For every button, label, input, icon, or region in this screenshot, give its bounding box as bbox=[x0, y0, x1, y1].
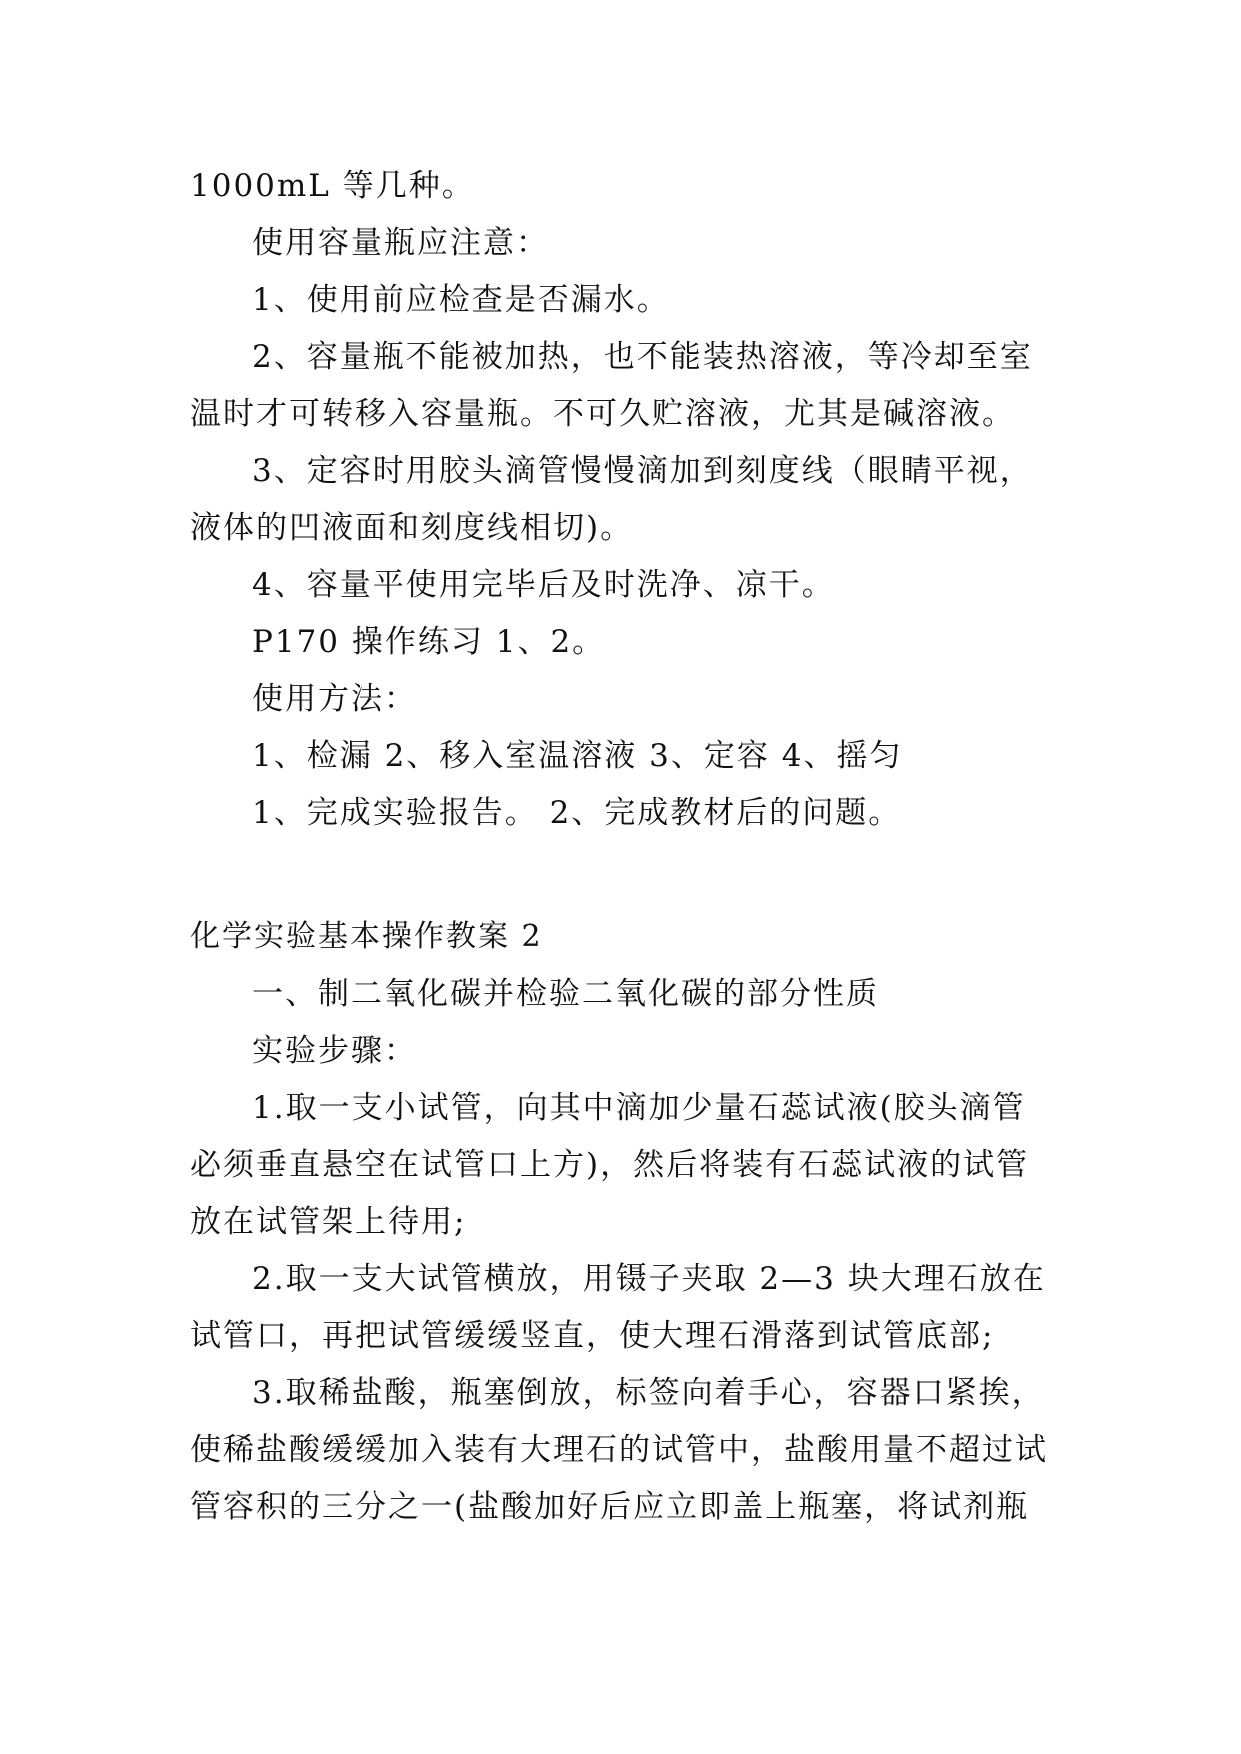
text-line: 必须垂直悬空在试管口上方)，然后将装有石蕊试液的试管 bbox=[190, 1147, 1030, 1183]
text-line: 实验步骤： bbox=[252, 1033, 417, 1069]
text-line: 使用方法： bbox=[252, 681, 417, 717]
text-line: 一、制二氧化碳并检验二氧化碳的部分性质 bbox=[252, 976, 879, 1012]
text-line: 3、定容时用胶头滴管慢慢滴加到刻度线（眼睛平视， bbox=[252, 453, 1033, 489]
text-line: 1、完成实验报告。 2、完成教材后的问题。 bbox=[252, 795, 902, 831]
text-line: 1.取一支小试管，向其中滴加少量石蕊试液(胶头滴管 bbox=[252, 1090, 1026, 1126]
text-line: 1、检漏 2、移入室温溶液 3、定容 4、摇匀 bbox=[252, 738, 903, 774]
text-line: 使稀盐酸缓缓加入装有大理石的试管中，盐酸用量不超过试 bbox=[190, 1432, 1048, 1468]
text-line: 1000mL 等几种。 bbox=[190, 168, 475, 204]
text-line: 4、容量平使用完毕后及时洗净、凉干。 bbox=[252, 567, 835, 603]
text-line: 使用容量瓶应注意： bbox=[252, 225, 549, 261]
section-title: 化学实验基本操作教案 2 bbox=[190, 919, 543, 954]
text-line: 3.取稀盐酸，瓶塞倒放，标签向着手心，容器口紧挨， bbox=[252, 1375, 1045, 1411]
text-line: 1、使用前应检查是否漏水。 bbox=[252, 282, 670, 318]
text-line: P170 操作练习 1、2。 bbox=[252, 624, 606, 660]
text-line: 管容积的三分之一(盐酸加好后应立即盖上瓶塞，将试剂瓶 bbox=[190, 1489, 1030, 1525]
text-line: 放在试管架上待用; bbox=[190, 1204, 467, 1240]
text-line: 温时才可转移入容量瓶。不可久贮溶液，尤其是碱溶液。 bbox=[190, 396, 1015, 432]
text-line: 2.取一支大试管横放，用镊子夹取 2—3 块大理石放在 bbox=[252, 1261, 1046, 1297]
text-line: 2、容量瓶不能被加热，也不能装热溶液，等冷却至室 bbox=[252, 339, 1033, 375]
text-line: 液体的凹液面和刻度线相切)。 bbox=[190, 510, 634, 546]
text-line: 试管口，再把试管缓缓竖直，使大理石滑落到试管底部; bbox=[190, 1318, 995, 1354]
